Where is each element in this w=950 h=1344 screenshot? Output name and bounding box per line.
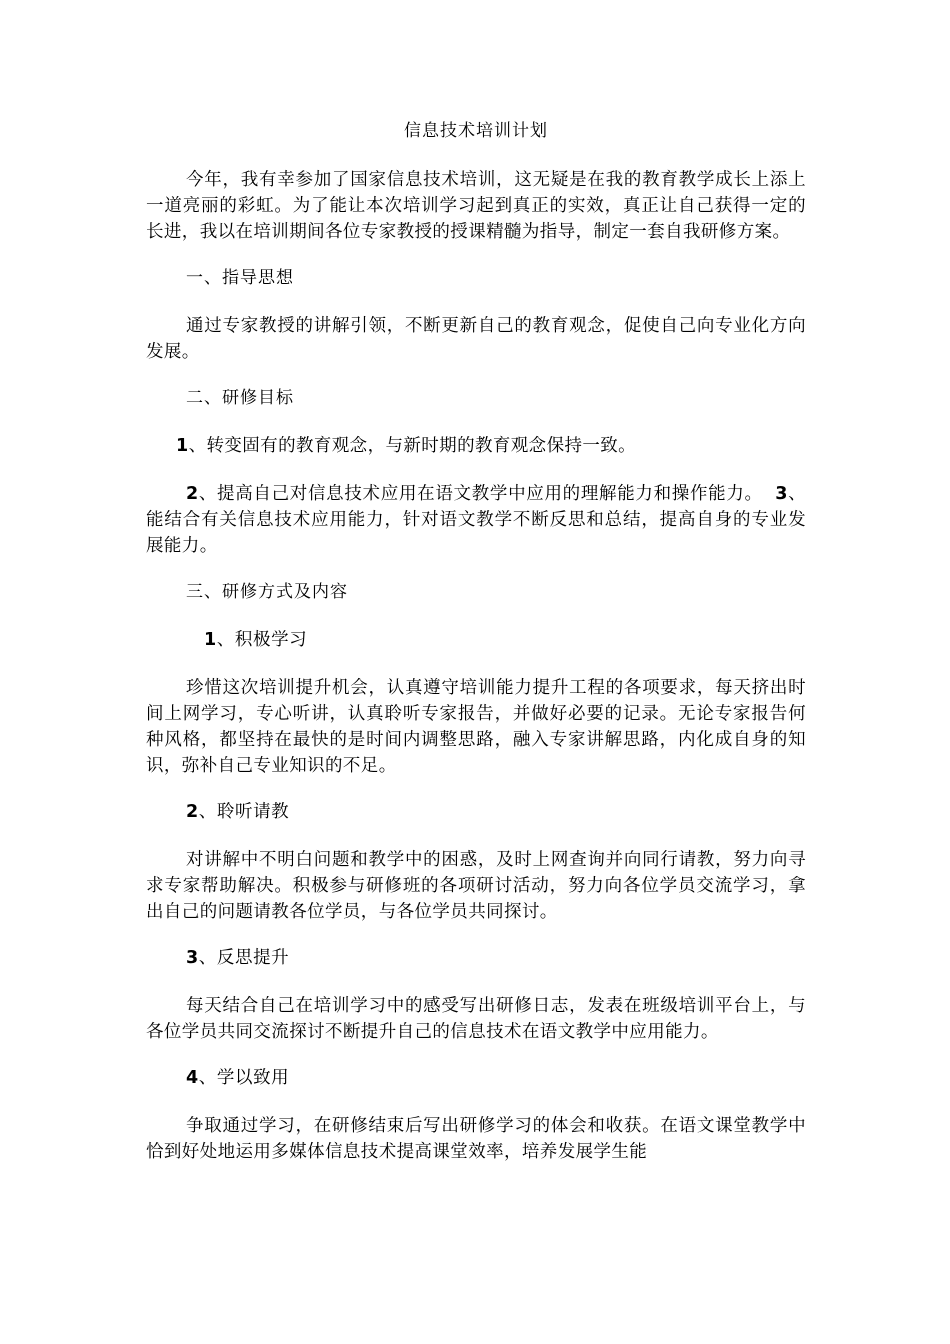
document-title: 信息技术培训计划	[404, 121, 548, 141]
goal-number: 1	[176, 436, 189, 456]
method-title-3	[186, 945, 806, 971]
method-title-2	[186, 799, 806, 825]
section-heading-study-goals: 二、研修目标	[186, 388, 294, 408]
method-title: 、聆听请教	[198, 802, 290, 822]
goal-text: 、提高自己对信息技术应用在语文教学中应用的理解能力和操作能力。	[198, 484, 763, 504]
section-heading-methods-content: 三、研修方式及内容	[186, 582, 348, 602]
method-number: 4	[186, 1068, 199, 1088]
method-title: 、反思提升	[198, 948, 290, 968]
method-number: 3	[186, 948, 199, 968]
method-title-4	[186, 1065, 806, 1091]
document-page	[146, 118, 806, 1185]
goal-items-2-3	[146, 481, 806, 559]
method-body-3: 每天结合自己在培训学习中的感受写出研修日志，发表在班级培训平台上，与各位学员共同交流探讨不断提升自己的信息技术在语文教学中应用能力。	[146, 996, 806, 1042]
method-body-4: 争取通过学习，在研修结束后写出研修学习的体会和收获。在语文课堂教学中恰到好处地运用多媒体信息技术提高课堂效率，培养发展学生能	[146, 1116, 806, 1162]
method-number: 2	[186, 802, 199, 822]
intro-paragraph: 今年，我有幸参加了国家信息技术培训，这无疑是在我的教育教学成长上添上一道亮丽的彩虹。为了能让本次培训学习起到真正的实效，真正让自己获得一定的长进，我以在培训期间各位专家教授的授课精髓为指导，制定一套自我研修方案。	[146, 170, 806, 242]
goal-item-1	[176, 433, 806, 459]
method-number: 1	[204, 630, 217, 650]
goal-text: 、转变固有的教育观念，与新时期的教育观念保持一致。	[188, 436, 637, 456]
section-heading-guiding-ideology: 一、指导思想	[186, 268, 294, 288]
method-body-2: 对讲解中不明白问题和教学中的困惑，及时上网查询并向同行请教，努力向寻求专家帮助解决。积极参与研修班的各项研讨活动，努力向各位学员交流学习，拿出自己的问题请教各位学员，与各位学员共同探讨。	[146, 850, 806, 922]
method-title: 、积极学习	[216, 630, 308, 650]
goal-number: 2	[186, 484, 199, 504]
goal-number: 3	[775, 484, 788, 504]
goal-text: 、能结合有关信息技术应用能力，针对语文教学不断反思和总结，提高自身的专业发展能力。	[146, 484, 807, 556]
section-body-guiding-ideology: 通过专家教授的讲解引领，不断更新自己的教育观念，促使自己向专业化方向发展。	[146, 316, 806, 362]
method-body-1: 珍惜这次培训提升机会，认真遵守培训能力提升工程的各项要求，每天挤出时间上网学习，专心听讲，认真聆听专家报告，并做好必要的记录。无论专家报告何种风格，都坚持在最快的是时间内调整思路，融入专家讲解思路，内化成自身的知识，弥补自己专业知识的不足。	[146, 678, 806, 776]
method-title-1	[204, 627, 806, 653]
method-title: 、学以致用	[198, 1068, 290, 1088]
